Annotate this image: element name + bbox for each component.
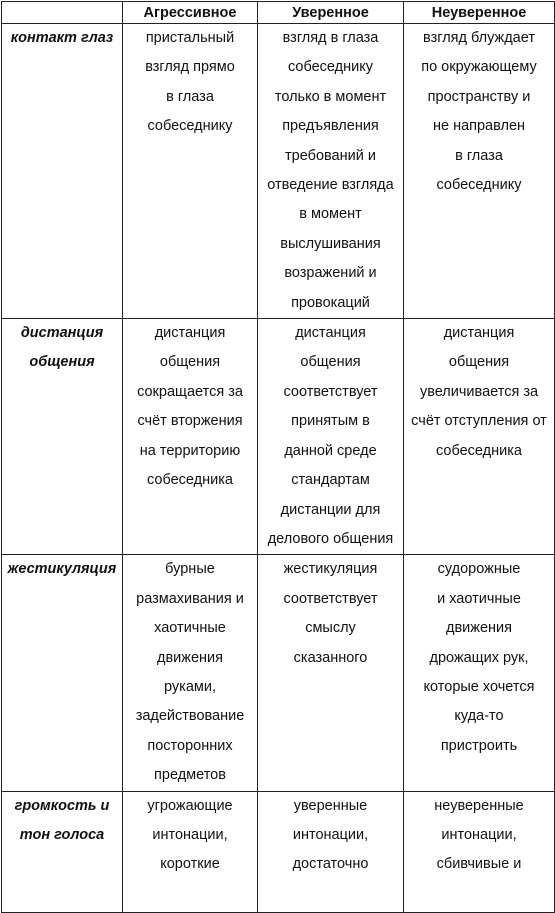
cell-text-line: возражений и [284,265,377,282]
cell-text-line: общения [300,354,361,371]
cell-text-line: стандартам [291,472,370,489]
cell-text-line: которые хочется [423,678,535,695]
cell-text-line: судорожные [437,561,521,578]
cell-text-line: собеседнику [436,177,522,194]
header-empty-cell [2,2,123,24]
cell-text-line: общения [448,354,510,371]
cell-text-line: только в момент [274,88,387,105]
cell-text-line: жестикуляция [7,561,117,578]
aggressive-cell [123,555,258,791]
cell-text-line: сказанного [293,649,368,666]
cell-text-line: короткие [160,856,220,873]
insecure-cell [404,555,555,791]
cell-text-line: принятым в [291,413,370,430]
cell-text-line: руками, [164,678,216,695]
cell-text-line: интонации, [441,826,517,843]
cell-text-line: громкость и [14,797,110,814]
cell-text-line: дистанция [295,325,366,342]
cell-text-line: увеличивается за [419,383,539,400]
cell-text-line: задействование [135,708,245,725]
row-label-cell [2,555,123,791]
cell-text-line: собеседника [147,472,233,489]
table-row [2,319,555,555]
cell-text-line: неуверенные [434,797,524,814]
cell-text-line: сбивчивые и [436,856,522,873]
confident-cell [258,24,404,319]
cell-text-line: требований и [285,147,376,164]
cell-text-line: пристроить [440,737,518,754]
cell-text-line: движения [157,649,223,666]
cell-text-line: дрожащих рук, [429,649,529,666]
confident-cell [258,555,404,791]
insecure-cell [404,319,555,555]
behavior-comparison-table [1,1,555,913]
cell-text-line: смыслу [305,620,356,637]
cell-text-line: угрожающие [147,797,233,814]
cell-text-line: собеседника [436,442,522,459]
cell-text-line: собеседнику [287,59,373,76]
row-label-cell [2,24,123,319]
cell-text-line: интонации, [152,826,228,843]
cell-text-line: предметов [154,767,226,784]
table-row [2,555,555,791]
cell-text-line: счёт отступления от [411,413,547,430]
cell-text-line: взгляд блуждает [423,30,535,46]
header-insecure: Неуверенное [404,2,555,24]
table-header-row [2,2,555,24]
cell-text-line: и хаотичные [437,590,521,607]
cell-text-line: общения [29,354,95,371]
cell-text-line: отведение взгляда [267,177,394,194]
cell-text-line: соответствует [283,590,378,607]
cell-text-line: на территорию [139,442,241,459]
cell-text-line: дистанция [154,325,226,342]
cell-text-line: предъявления [282,118,379,135]
aggressive-cell [123,319,258,555]
insecure-cell [404,791,555,912]
cell-text-line: дистанция [20,325,104,342]
confident-cell [258,791,404,912]
cell-text-line: делового общения [267,530,394,547]
aggressive-cell [123,24,258,319]
cell-text-line: жестикуляция [283,561,378,578]
cell-text-line: счёт вторжения [137,413,243,430]
cell-text-line: куда-то [454,708,504,725]
cell-text-line: в глаза [166,88,214,105]
cell-text-line: собеседнику [147,118,233,135]
cell-text-line: пространству и [427,88,531,105]
cell-text-line: взгляд прямо [145,59,235,76]
cell-text-line: сокращается за [137,383,243,400]
cell-text-line: соответствует [283,383,378,400]
row-label-cell [2,319,123,555]
cell-text-line: выслушивания [280,235,381,252]
cell-text-line: пристальный [145,30,235,46]
cell-text-line: дистанция [443,325,515,342]
header-aggressive: Агрессивное [123,2,258,24]
cell-text-line: взгляд в глаза [282,30,379,46]
cell-text-line: в глаза [455,147,503,164]
cell-text-line: общения [159,354,221,371]
row-label-cell [2,791,123,912]
cell-text-line: интонации, [292,826,369,843]
aggressive-cell [123,791,258,912]
cell-text-line: контакт глаз [10,30,114,46]
cell-text-line: не направлен [432,118,526,135]
cell-text-line: посторонних [147,737,233,754]
cell-text-line: движения [446,620,512,637]
table-row [2,24,555,319]
cell-text-line: достаточно [292,856,369,873]
cell-text-line: данной среде [284,442,377,459]
insecure-cell [404,24,555,319]
cell-text-line: тон голоса [19,826,105,843]
cell-text-line: провокаций [291,294,370,311]
cell-text-line: по окружающему [421,59,537,76]
header-confident: Уверенное [258,2,404,24]
cell-text-line: хаотичные [154,620,226,637]
confident-cell [258,319,404,555]
cell-text-line: уверенные [293,797,368,814]
cell-text-line: размахивания и [136,590,244,607]
table-row [2,791,555,912]
cell-text-line: дистанции для [280,501,381,518]
cell-text-line: в момент [299,206,362,223]
cell-text-line: бурные [165,561,215,578]
